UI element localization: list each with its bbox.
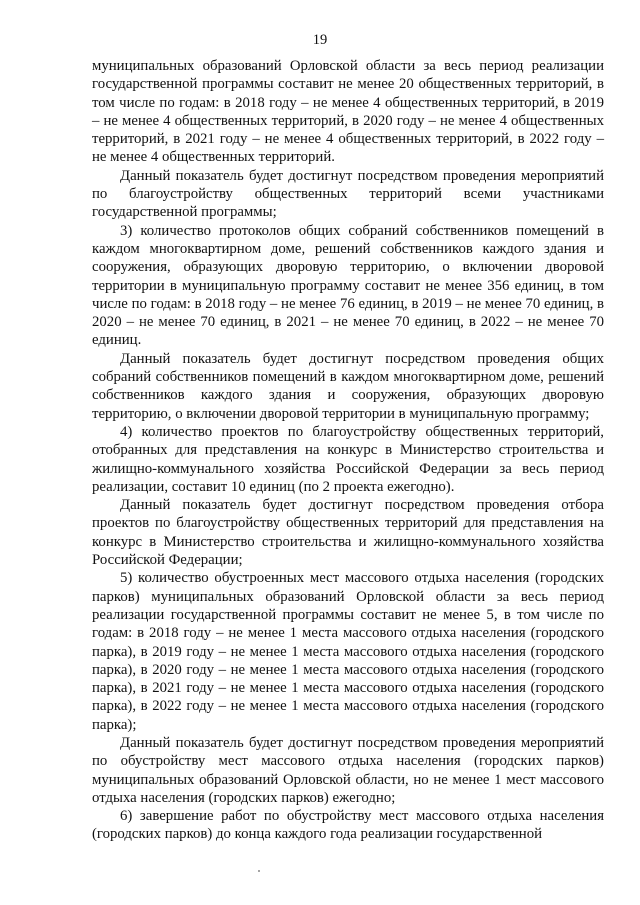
paragraph: 4) количество проектов по благоустройству общественных территорий, отобранных для представления на конкурс в Министерство строительства и жилищно-коммунального хозяйства Российской Федерации за весь период реализации, составит 10 единиц (по 2 проекта ежегодно). — [92, 423, 604, 495]
paragraph: Данный показатель будет достигнут посредством проведения мероприятий по благоустройству общественных территорий всеми участниками государственной программы; — [92, 167, 604, 221]
paragraph: 6) завершение работ по обустройству мест массового отдыха населения (городских парков) до конца каждого года реализации государственной — [92, 808, 604, 843]
paragraph: Данный показатель будет достигнут посредством проведения общих собраний собственников помещений в каждом многоквартирном доме, решений собственников каждого здания и сооружения, образующих дворовую территорию, о включении дворовой территории в муниципальную программу; — [92, 350, 604, 422]
scan-speck — [258, 870, 260, 872]
paragraph: Данный показатель будет достигнут посредством проведения отбора проектов по благоустройству общественных территорий для представления на конкурс в Министерство строительства и жилищно-коммунального хозяйства Российской Федерации; — [92, 497, 604, 569]
document-body — [92, 57, 604, 844]
page-number: 19 — [312, 32, 328, 48]
paragraph: муниципальных образований Орловской области за весь период реализации государственной программы составит не менее 20 общественных территорий, в том числе по годам: в 2018 году – не менее 4 общественных территорий, в 2019 – не менее 4 общественных территорий, в 2020 году – не менее 4 общественных территорий, в 2021 году – не менее 4 общественных территорий, в 2022 году – не менее 4 общественных территорий. — [92, 58, 604, 166]
paragraph: 5) количество обустроенных мест массового отдыха населения (городских парков) муниципальных образований Орловской области за весь период реализации государственной программы составит не менее 5, в том числе по годам: в 2018 году – не менее 1 места массового отдыха населения (городского парка), в 2019 году – не менее 1 места массового отдыха населения (городского парка), в 2020 году – не менее 1 места массового отдыха населения (городского парка), в 2021 году – не менее 1 места массового отдыха населения (городского парка), в 2022 году – не менее 1 места массового отдыха населения (городского парка); — [92, 570, 604, 733]
paragraph: 3) количество протоколов общих собраний собственников помещений в каждом многоквартирном доме, решений собственников каждого здания и сооружения, образующих дворовую территорию, о включении дворовой территории в муниципальную программу составит не менее 356 единиц, в том числе по годам: в 2018 году – не менее 76 единиц, в 2019 – не менее 70 единиц, в 2020 – не менее 70 единиц, в 2021 – не менее 70 единиц, в 2022 – не менее 70 единиц. — [92, 222, 604, 349]
paragraph: Данный показатель будет достигнут посредством проведения мероприятий по обустройству мест массового отдыха населения (городских парков) муниципальных образований Орловской области, но не менее 1 мест массового отдыха населения (городских парков) ежегодно; — [92, 734, 604, 806]
